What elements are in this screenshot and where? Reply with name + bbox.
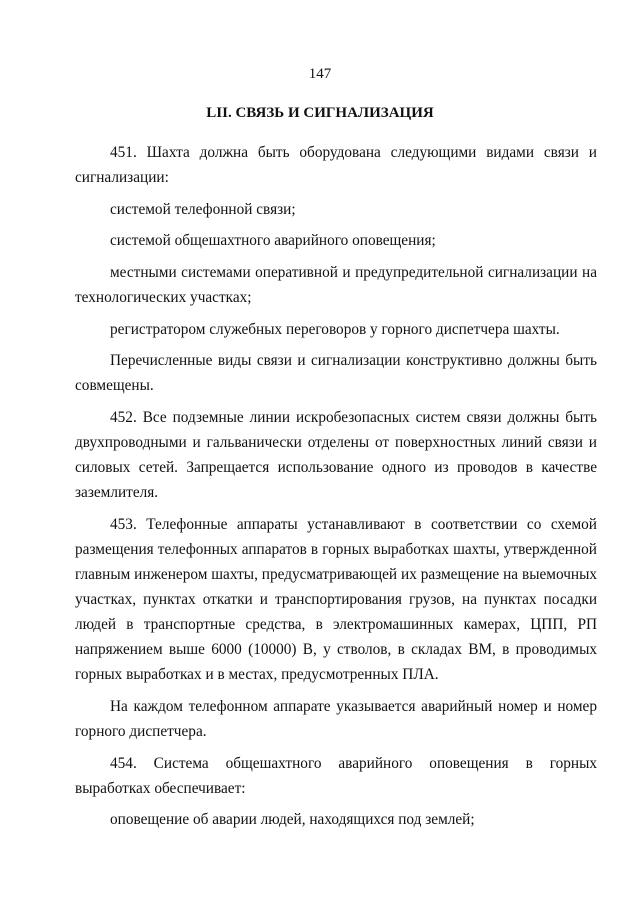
list-item-recorder bbox=[75, 317, 597, 342]
paragraph-number: 452. bbox=[110, 408, 137, 426]
paragraph-number: 454. bbox=[110, 754, 137, 772]
paragraph-text: На каждом телефонном аппарате указывается аварийный номер и номер горного диспетчера. bbox=[75, 697, 597, 740]
paragraph-text: оповещение об аварии людей, находящихся под землей; bbox=[110, 811, 475, 829]
paragraph-text: Перечисленные виды связи и сигнализации конструктивно должны быть совмещены. bbox=[75, 352, 597, 395]
paragraph-453 bbox=[75, 512, 597, 688]
list-item-local-signaling bbox=[75, 260, 597, 310]
paragraph-text: Система общешахтного аварийного оповещения в горных выработках обеспечивает: bbox=[75, 754, 597, 797]
paragraph-emergency-number bbox=[75, 694, 597, 744]
paragraph-text: системой телефонной связи; bbox=[110, 200, 296, 218]
section-title: LII. СВЯЗЬ И СИГНАЛИЗАЦИЯ bbox=[206, 105, 434, 121]
paragraph-number: 453. bbox=[110, 515, 137, 533]
paragraph-text: системой общешахтного аварийного оповещения; bbox=[110, 232, 436, 250]
paragraph-number: 451. bbox=[110, 144, 137, 161]
paragraph-452 bbox=[75, 405, 597, 505]
list-item-notify-people bbox=[75, 807, 597, 832]
paragraph-text: Телефонные аппараты устанавливают в соответствии со схемой размещения телефонных аппаратов в горных выработках шахты, утвержденной главным инженером шахты, предусматривающей их размещение на выемочных участках, пунктах откатки и транспортирования грузов, на пунктах посадки людей в транспортные средства, в электромашинных камерах, ЦПП, РП напряжением выше 6000 (10000) В, у стволов, в складах ВМ, в проводимых горных выработках и в местах, предусмотренных ПЛА. bbox=[75, 515, 597, 684]
page-number: 147 bbox=[308, 66, 332, 82]
paragraph-text: Все подземные линии искробезопасных систем связи должны быть двухпроводными и гальванически отделены от поверхностных линий связи и силовых сетей. Запрещается использование одного из проводов в качестве заземлителя. bbox=[75, 408, 597, 502]
paragraph-text: Шахта должна быть оборудована следующими видами связи и сигнализации: bbox=[75, 144, 597, 187]
paragraph-text: регистратором служебных переговоров у горного диспетчера шахты. bbox=[110, 320, 560, 338]
paragraph-451 bbox=[75, 140, 597, 190]
body-text bbox=[75, 140, 597, 839]
paragraph-454 bbox=[75, 751, 597, 801]
list-item-alert-system bbox=[75, 228, 597, 253]
list-item-telephone bbox=[75, 197, 597, 222]
paragraph-text: местными системами оперативной и предупредительной сигнализации на технологических участках; bbox=[75, 263, 597, 306]
paragraph-combined bbox=[75, 348, 597, 398]
